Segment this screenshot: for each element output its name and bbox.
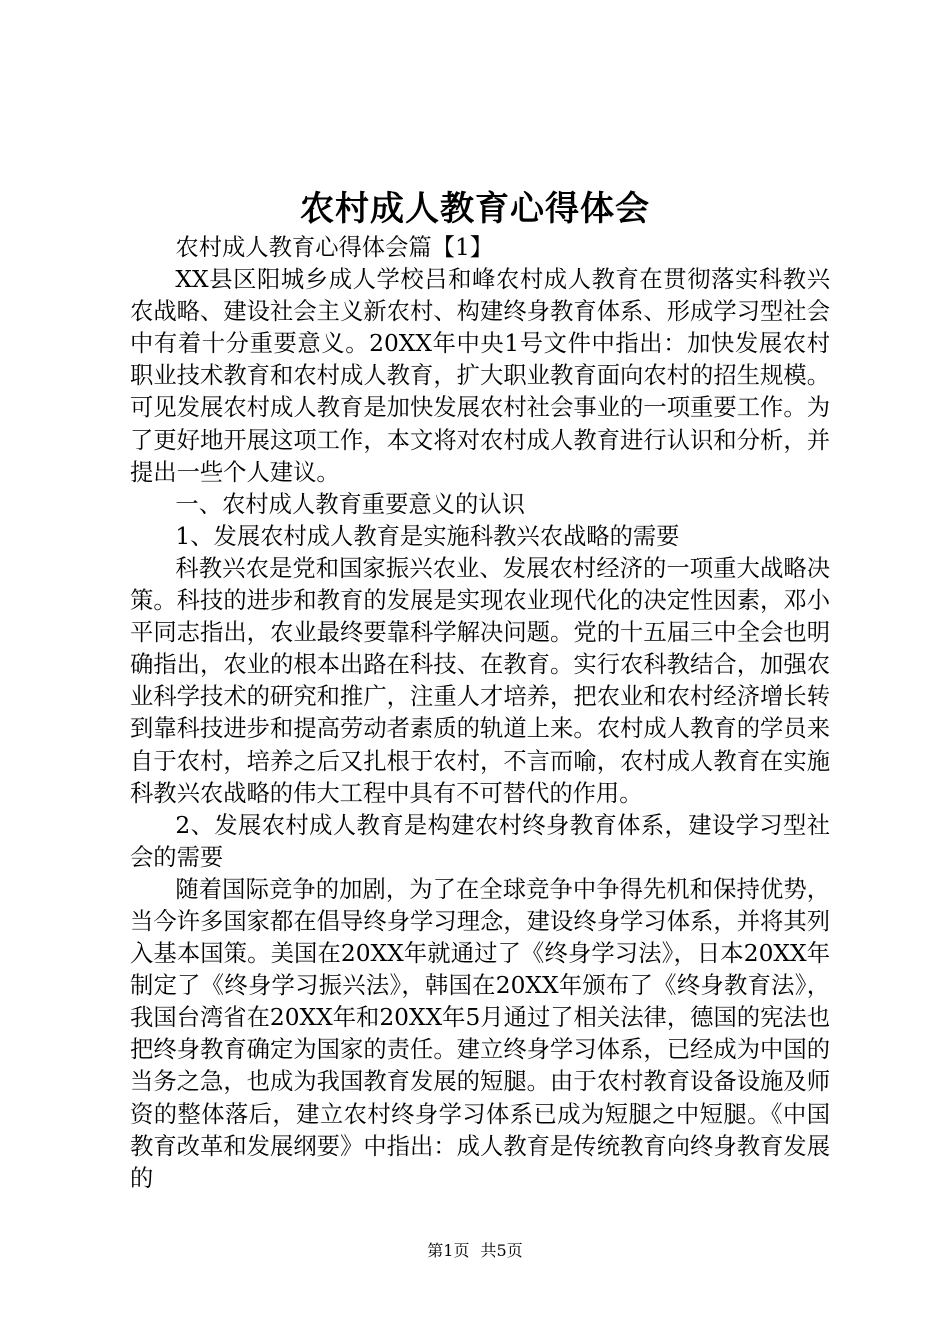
document-body [130,232,830,1195]
document-title: 农村成人教育心得体会 [300,189,650,229]
page-total: 共5页 [480,1241,523,1260]
paragraph-keji-xingnong: 科教兴农是党和国家振兴农业、发展农村经济的一项重大战略决策。科技的进步和教育的发展是实现农业现代化的决定性因素，邓小平同志指出，农业最终要靠科学解决问题。党的十五届三中全会也明确指出，农业的根本出路在科技、在教育。实行农科教结合，加强农业科学技术的研究和推广，注重人才培养，把农业和农村经济增长转到靠科技进步和提高劳动者素质的轨道上来。农村成人教育的学员来自于农村，培养之后又扎根于农村，不言而喻，农村成人教育在实施科教兴农战略的伟大工程中具有不可替代的作用。 [130,554,830,807]
page-footer [0,1240,950,1262]
paragraph-intro: XX县区阳城乡成人学校吕和峰农村成人教育在贯彻落实科教兴农战略、建设社会主义新农村、构建终身教育体系、形成学习型社会中有着十分重要意义。20XX年中央1号文件中指出：加快发展农村职业技术教育和农村成人教育，扩大职业教育面向农村的招生规模。可见发展农村成人教育是加快发展农村社会事业的一项重要工作。为了更好地开展这项工作，本文将对农村成人教育进行认识和分析，并提出一些个人建议。 [130,266,830,486]
paragraph-lifelong-learning: 随着国际竞争的加剧，为了在全球竞争中争得先机和保持优势，当今许多国家都在倡导终身学习理念，建设终身学习体系，并将其列入基本国策。美国在20XX年就通过了《终身学习法》，日本20XX年制定了《终身学习振兴法》，韩国在20XX年颁布了《终身教育法》，我国台湾省在20XX年和20XX年5月通过了相关法律，德国的宪法也把终身教育确定为国家的责任。建立终身学习体系，已经成为中国的当务之急，也成为我国教育发展的短腿。由于农村教育设备设施及师资的整体落后，建立农村终身学习体系已成为短腿之中短腿。《中国教育改革和发展纲要》中指出：成人教育是传统教育向终身教育发展的 [130,875,830,1192]
section-heading-1: 一、农村成人教育重要意义的认识 [175,490,525,518]
section-heading-article: 农村成人教育心得体会篇【1】 [175,234,494,261]
subsection-heading-2: 2、发展农村成人教育是构建农村终身教育体系，建设学习型社会的需要 [130,811,830,871]
subsection-heading-1: 1、发展农村成人教育是实施科教兴农战略的需要 [175,522,680,550]
page-number: 第1页 [427,1241,470,1260]
